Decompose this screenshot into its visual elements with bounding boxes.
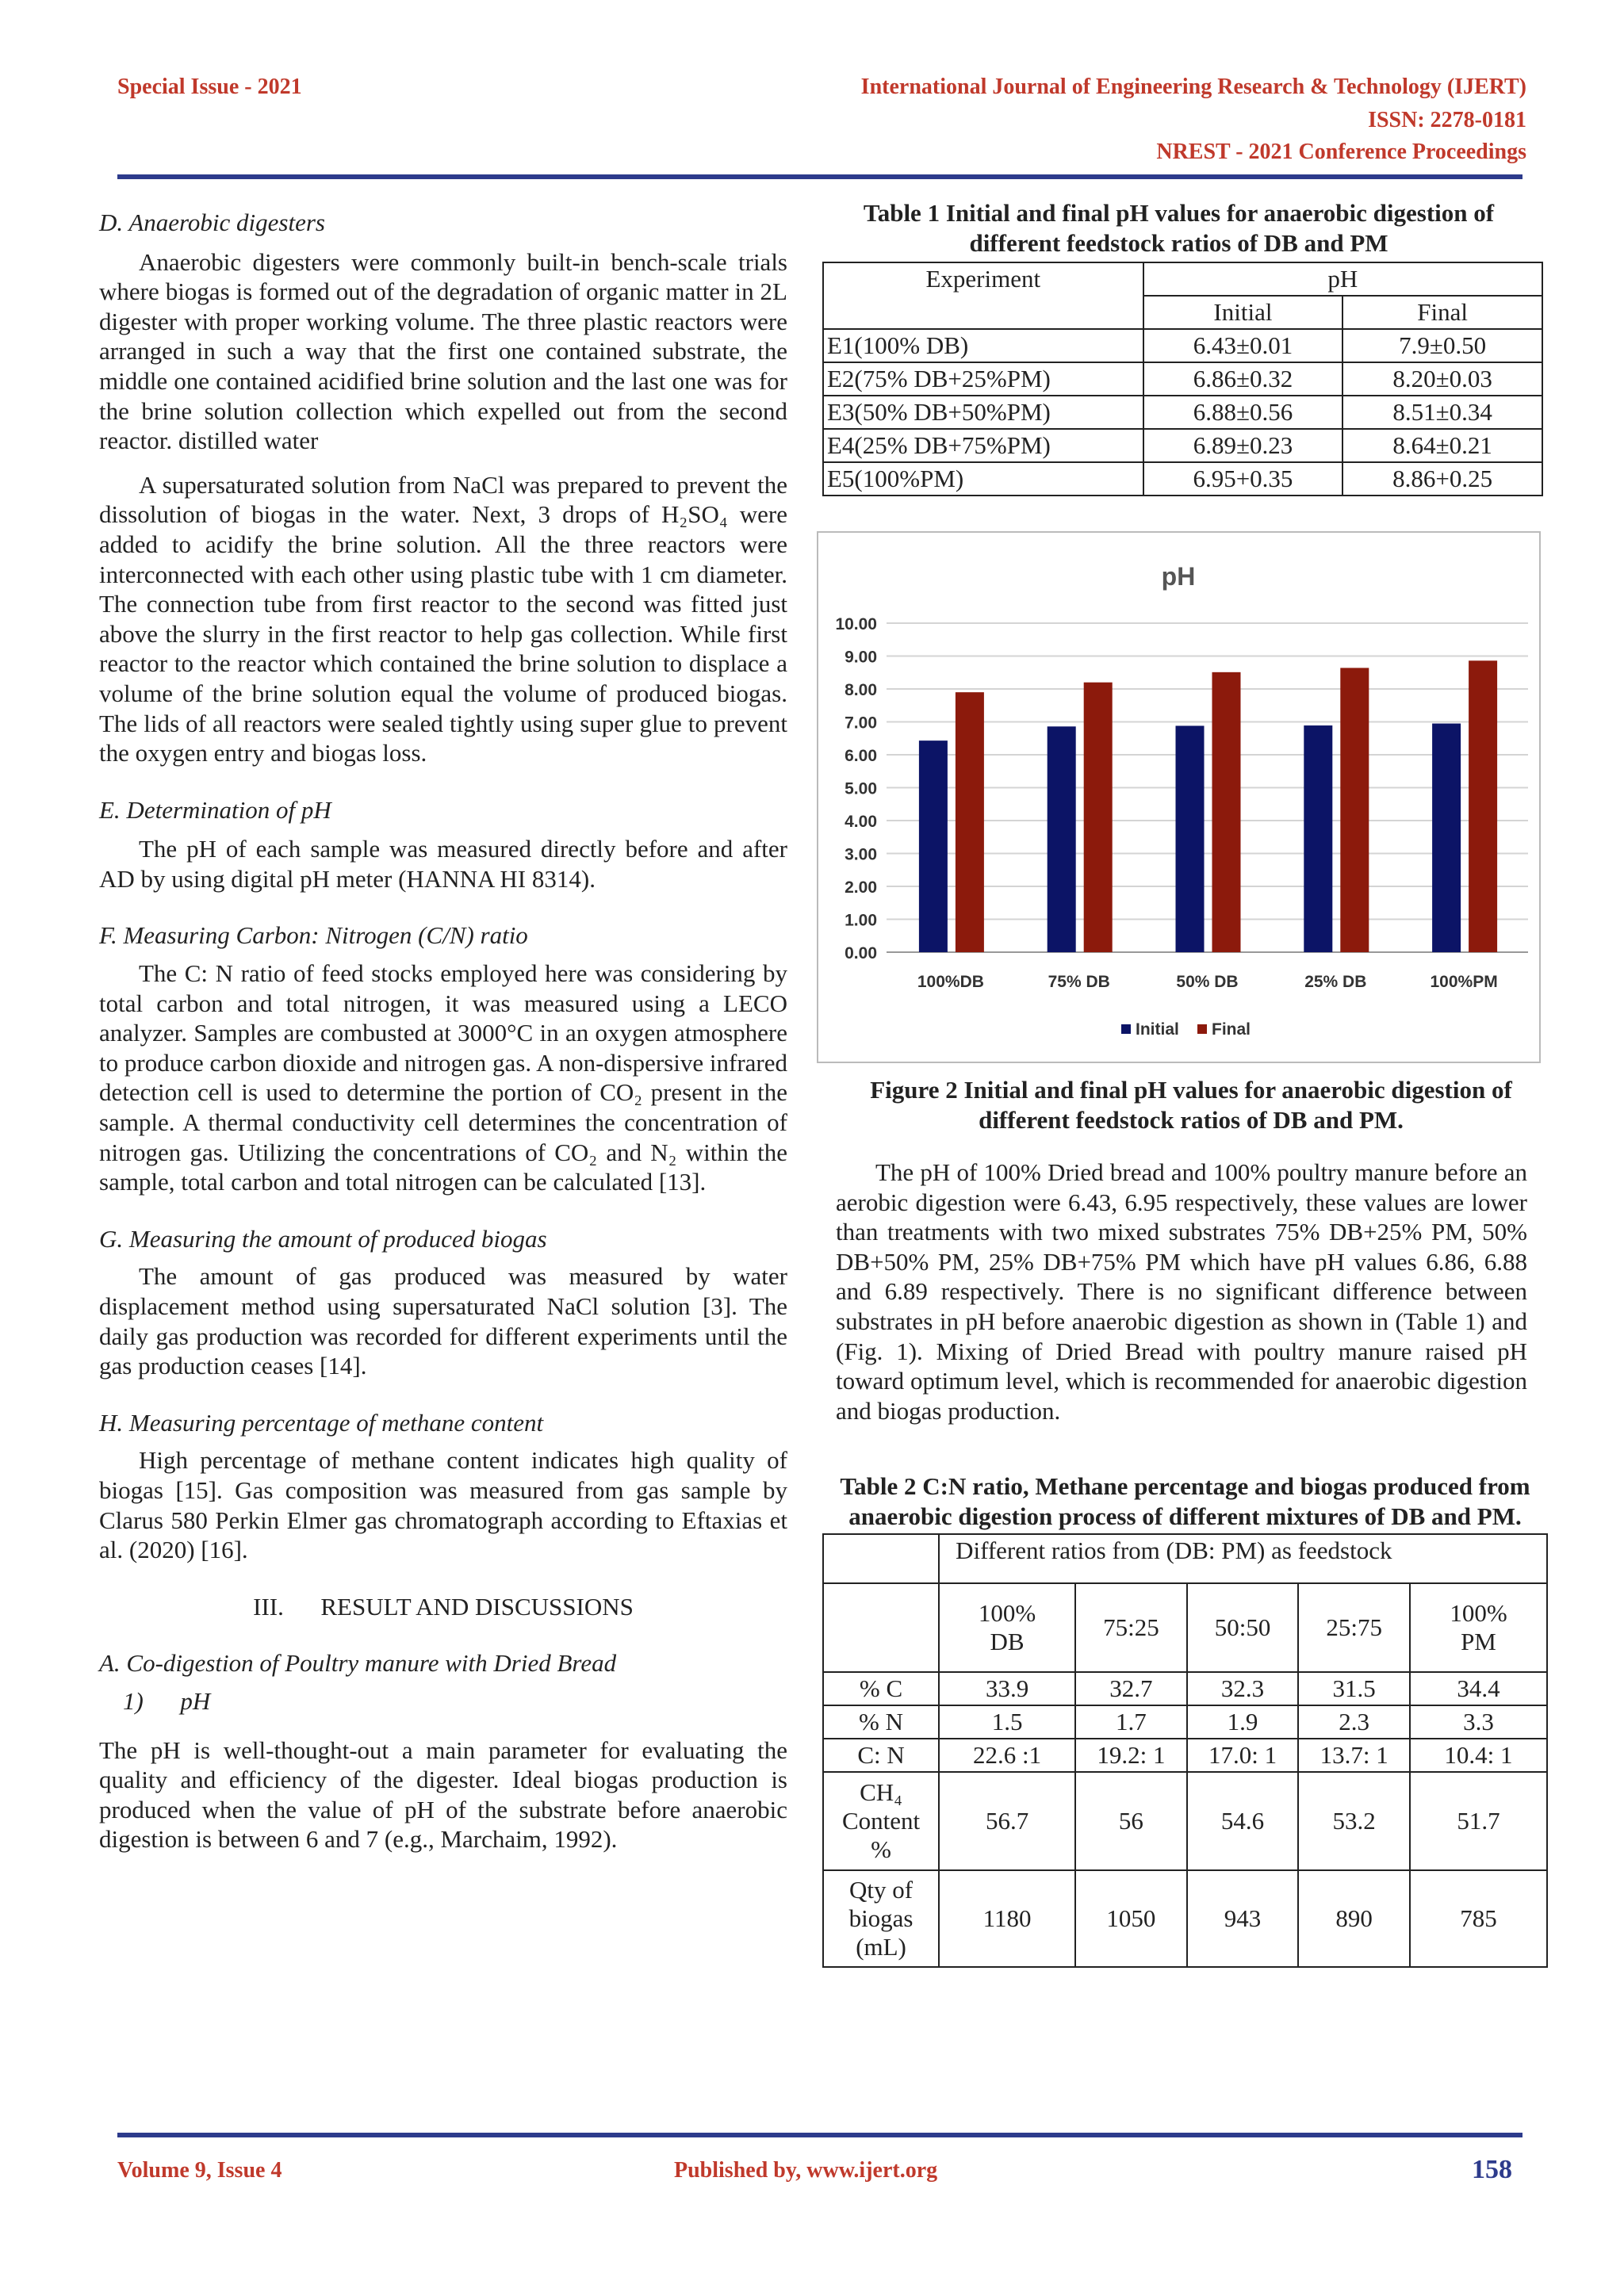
bar-final [1084,683,1113,952]
table-cell: E2(75% DB+25%PM) [823,362,1143,396]
right-column [836,1158,1527,1425]
y-tick-label: 3.00 [845,845,877,864]
paragraph: The pH of each sample was measured directly before and after AD by using digital pH meter (HANNA HI 8314). [99,835,787,893]
table-cell: 6.88±0.56 [1143,396,1343,429]
y-tick-label: 5.00 [845,779,877,798]
table-cell: 8.20±0.03 [1342,362,1542,396]
table-cell: 6.43±0.01 [1143,329,1343,362]
table-cell: E1(100% DB) [823,329,1143,362]
section-iii-heading: III. RESULT AND DISCUSSIONS [253,1592,634,1621]
bar-final [1469,660,1497,952]
table-cell: 890 [1298,1870,1410,1967]
table-cell: 13.7: 1 [1298,1739,1410,1772]
table-cell: 1180 [939,1870,1075,1967]
paragraph: A supersaturated solution from NaCl was prepared to prevent the dissolution of biogas in the water. Next, 3 drops of H₂SO₄ were added to acidify the brine solution. All the three reactors were interconnected with each other using plastic tube with 1 cm diameter. The connection tube from first reactor to the second was fitted just above the slurry in the first reactor to help gas collection. While first reactor to the reactor which contained the brine solution to displace a volume of the brine solution equal the volume of produced biogas. The lids of all reactors were sealed tightly using super glue to prevent the oxygen entry and biogas loss. [99,470,787,767]
bar-initial [1048,726,1076,952]
table-1 [822,198,1543,496]
x-tick-label: 100%DB [917,973,984,991]
table-cell: E5(100%PM) [823,462,1143,496]
table-cell: 6.89±0.23 [1143,429,1343,462]
th-group: Different ratios from (DB: PM) as feedstock [939,1534,1547,1583]
table-cell: 6.86±0.32 [1143,362,1343,396]
table-cell: 8.86+0.25 [1342,462,1542,496]
footer-publisher: Published by, www.ijert.org [674,2158,938,2183]
section-g-title: G. Measuring the amount of produced biogas [99,1224,547,1253]
th-ratio: 100% PM [1410,1583,1547,1672]
table-cell: 51.7 [1410,1772,1547,1870]
table-cell: 1.7 [1075,1705,1187,1739]
footer-volume: Volume 9, Issue 4 [117,2158,282,2183]
paragraph: High percentage of methane content indicates high quality of biogas [15]. Gas composition was measured from gas sample by Clarus 580 Perkin Elmer gas chromatograph according to Eftaxias et al. (2020) [16]. [99,1446,787,1564]
header-proceedings: NREST - 2021 Conference Proceedings [1156,140,1526,164]
footer-rule [117,2133,1522,2137]
table-cell: 10.4: 1 [1410,1739,1547,1772]
table-row [823,362,1542,396]
table-cell: 32.7 [1075,1672,1187,1705]
table-cell: C: N [823,1739,939,1772]
bar-final [1212,672,1241,952]
table-cell: 33.9 [939,1672,1075,1705]
table-cell [823,1534,939,1583]
table-1-caption: Table 1 Initial and final pH values for anaerobic digestion of different feedstock ratios of DB and PM [863,199,1495,257]
th-ratio: 100% DB [939,1583,1075,1672]
table-row [823,329,1542,362]
table-cell: % N [823,1705,939,1739]
table-cell: 53.2 [1298,1772,1410,1870]
section-d-title: D. Anaerobic digesters [99,209,325,236]
table-cell: 56.7 [939,1772,1075,1870]
figure-2-caption: Figure 2 Initial and final pH values for anaerobic digestion of different feedstock ratios of DB and PM. [870,1076,1512,1134]
bar-final [956,692,984,952]
table-cell: 19.2: 1 [1075,1739,1187,1772]
y-tick-label: 0.00 [845,944,877,962]
table-row [823,1739,1547,1772]
table-cell: 34.4 [1410,1672,1547,1705]
legend-swatch [1197,1024,1207,1034]
table-row [823,1870,1547,1967]
ph-chart [817,531,1541,1063]
table-row [823,429,1542,462]
paragraph: The amount of gas produced was measured by water displacement method using supersaturated NaCl solution [3]. The daily gas production was recorded for different experiments until the gas production ceases [14]. [99,1262,787,1380]
table-cell: 8.64±0.21 [1342,429,1542,462]
table-cell: 32.3 [1187,1672,1299,1705]
y-tick-label: 8.00 [845,681,877,699]
y-tick-label: 10.00 [835,615,877,633]
table-cell: 31.5 [1298,1672,1410,1705]
table-2 [822,1471,1548,1968]
table-cell: E4(25% DB+75%PM) [823,429,1143,462]
y-tick-label: 7.00 [845,714,877,733]
y-tick-label: 1.00 [845,911,877,930]
paragraph: The pH of 100% Dried bread and 100% poultry manure before an aerobic digestion were 6.43, 6.95 respectively, these values are lower than treatments with two mixed substrates 75% DB+25% PM, 50% DB+50% PM, 25% DB+75% PM which have pH values 6.86, 6.88 and 6.89 respectively. There is no significant difference between substrates in pH before anaerobic digestion as shown in (Table 1) and (Fig. 1). Mixing of Dried Bread with poultry manure raised pH toward optimum level, which is recommended for anaerobic digestion and biogas production. [836,1158,1527,1425]
y-tick-label: 4.00 [845,813,877,831]
table-row [823,1772,1547,1870]
x-tick-label: 100%PM [1430,973,1498,991]
table-cell: 54.6 [1187,1772,1299,1870]
y-tick-label: 9.00 [845,648,877,667]
left-column [99,208,787,1854]
table-row [823,462,1542,496]
legend-swatch [1121,1024,1131,1034]
table-cell: 785 [1410,1870,1547,1967]
table-cell: 6.95+0.35 [1143,462,1343,496]
table-cell: 3.3 [1410,1705,1547,1739]
table-cell: 1.5 [939,1705,1075,1739]
ph-chart-svg [818,533,1539,1062]
section-h-title: H. Measuring percentage of methane content [99,1408,544,1437]
bar-final [1340,668,1369,952]
th-experiment: Experiment [823,262,1143,329]
table-row [823,1672,1547,1705]
th-ph: pH [1143,262,1542,296]
table-cell: 943 [1187,1870,1299,1967]
x-tick-label: 50% DB [1176,973,1239,991]
legend-label: Initial [1136,1020,1179,1039]
section-a-title: A. Co-digestion of Poultry manure with Dried Bread [99,1649,617,1678]
page-number: 158 [1472,2155,1512,2184]
table-cell: 7.9±0.50 [1342,329,1542,362]
header-journal: International Journal of Engineering Research & Technology (IJERT) [860,75,1526,99]
bar-initial [919,740,948,952]
table-cell [823,1583,939,1672]
table-cell: 2.3 [1298,1705,1410,1739]
table-row [823,396,1542,429]
th-ratio: 25:75 [1298,1583,1410,1672]
header-issue: Special Issue - 2021 [117,75,302,99]
table-cell: 17.0: 1 [1187,1739,1299,1772]
bar-initial [1176,725,1205,952]
table-cell: 1.9 [1187,1705,1299,1739]
table-cell: 1050 [1075,1870,1187,1967]
table-row [823,1705,1547,1739]
table-cell: 8.51±0.34 [1342,396,1542,429]
table-cell: CH₄ Content % [823,1772,939,1870]
bar-initial [1304,725,1332,952]
table-cell: 56 [1075,1772,1187,1870]
bar-initial [1432,724,1461,952]
section-f-title: F. Measuring Carbon: Nitrogen (C/N) ratio [99,921,528,950]
x-tick-label: 75% DB [1048,973,1110,991]
y-tick-label: 6.00 [845,747,877,765]
section-e-title: E. Determination of pH [99,795,331,824]
legend-label: Final [1212,1020,1251,1039]
th-ratio: 50:50 [1187,1583,1299,1672]
table-cell: Qty of biogas (mL) [823,1870,939,1967]
table-2-caption: Table 2 C:N ratio, Methane percentage and biogas produced from anaerobic digestion process of different mixtures of DB and PM. [840,1472,1530,1530]
chart-title: pH [1161,562,1196,591]
header-issn: ISSN: 2278-0181 [1368,108,1526,132]
y-tick-label: 2.00 [845,878,877,897]
table-cell: % C [823,1672,939,1705]
table-cell: E3(50% DB+50%PM) [823,396,1143,429]
header-rule [117,174,1522,179]
x-tick-label: 25% DB [1304,973,1367,991]
subsection-ph-title: 1) pH [123,1686,211,1715]
th-initial: Initial [1143,296,1343,329]
paragraph: The C: N ratio of feed stocks employed here was considering by total carbon and total nitrogen, it was measured using a LECO analyzer. Samples are combusted at 3000°C in an oxygen atmosphere to produce carbon dioxide and nitrogen gas. A non-dispersive infrared detection cell is used to determine the portion of CO₂ present in the sample. A thermal conductivity cell determines the concentration of nitrogen gas. Utilizing the concentrations of CO₂ and N₂ within the sample, total carbon and total nitrogen can be calculated [13]. [99,959,787,1196]
th-ratio: 75:25 [1075,1583,1187,1672]
table-cell: 22.6 :1 [939,1739,1075,1772]
paragraph: The pH is well-thought-out a main parameter for evaluating the quality and efficiency of the digester. Ideal biogas production is produced when the value of pH of the substrate before anaerobic digestion is between 6 and 7 (e.g., Marchaim, 1992). [99,1735,787,1854]
th-final: Final [1342,296,1542,329]
paragraph: Anaerobic digesters were commonly built-in bench-scale trials where biogas is formed out of the degradation of organic matter in 2L digester with proper working volume. The three plastic reactors were arranged in such a way that the first one contained substrate, the middle one contained acidified brine solution and the last one was for the brine solution collection which expelled out from the second reactor. distilled water [99,247,787,455]
